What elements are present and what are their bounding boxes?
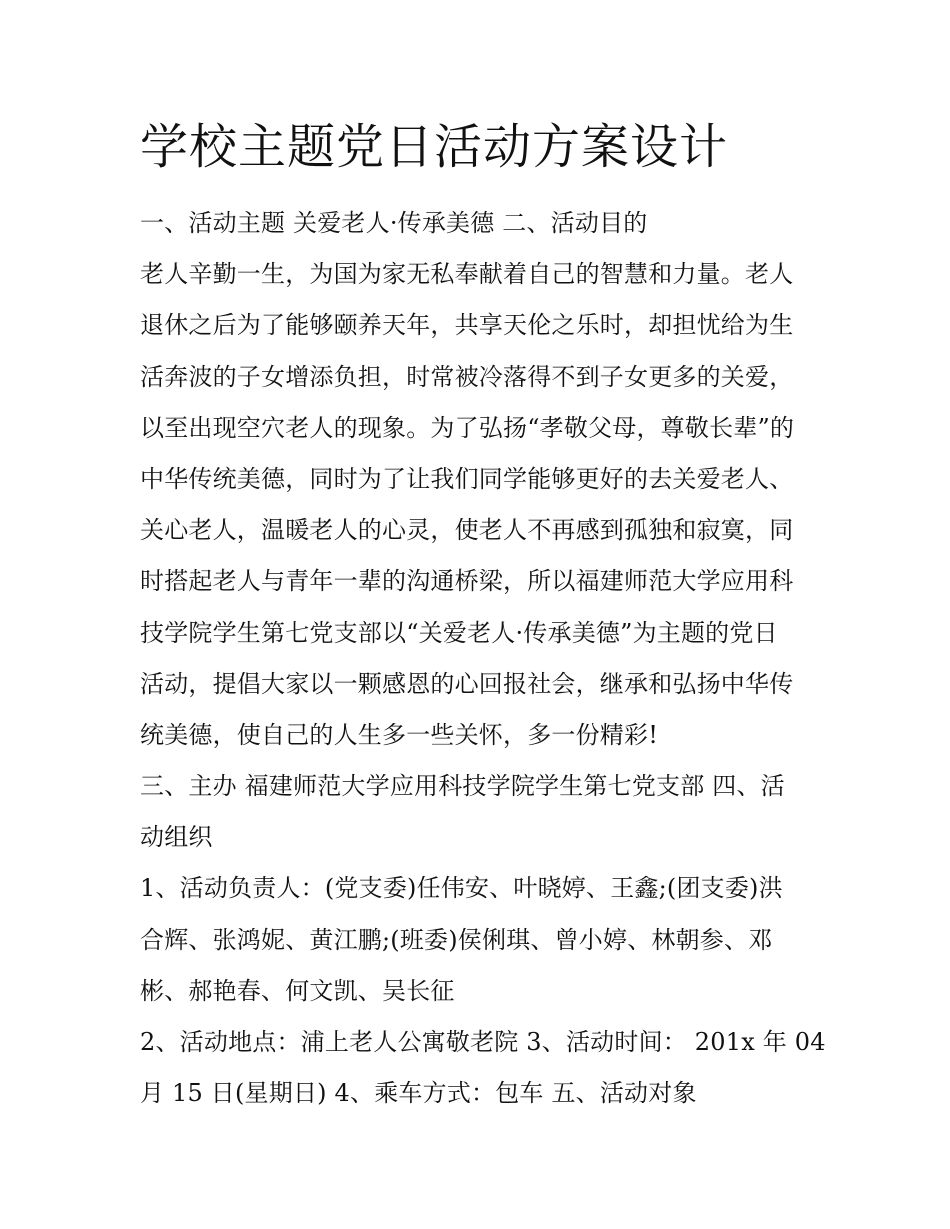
text-line: 一、活动主题 关爱老人·传承美德 二、活动目的	[140, 209, 648, 237]
text-line: 动组织	[140, 823, 213, 852]
text-line: 关心老人，温暖老人的心灵，使老人不再感到孤独和寂寞，同	[140, 516, 794, 545]
text-line: 统美德，使自己的人生多一些关怀，多一份精彩!	[140, 720, 659, 749]
text-line: 2、活动地点：浦上老人公寓敬老院 3、活动时间： 201x 年 04	[140, 1028, 826, 1056]
text-line: 活奔波的子女增添负担，时常被冷落得不到子女更多的关爱，	[140, 362, 794, 391]
text-line: 退休之后为了能够颐养天年，共享天伦之乐时，却担忧给为生	[140, 311, 794, 340]
text-line: 彬、郝艳春、何文凯、吴长征	[140, 976, 455, 1005]
text-line: 中华传统美德，同时为了让我们同学能够更好的去关爱老人、	[140, 464, 794, 493]
text-line: 时搭起老人与青年一辈的沟通桥梁，所以福建师范大学应用科	[140, 567, 794, 596]
text-line: 活动，提倡大家以一颗感恩的心回报社会，继承和弘扬中华传	[140, 669, 794, 698]
text-line: 1、活动负责人：(党支委)任伟安、叶晓婷、王鑫;(团支委)洪	[140, 874, 783, 903]
text-line: 老人辛勤一生，为国为家无私奉献着自己的智慧和力量。老人	[140, 260, 794, 289]
text-line: 三、主办 福建师范大学应用科技学院学生第七党支部 四、活	[140, 772, 785, 801]
text-line: 以至出现空穴老人的现象。为了弘扬“孝敬父母，尊敬长辈”的	[140, 413, 795, 442]
page-title: 学校主题党日活动方案设计	[140, 119, 729, 175]
text-line: 技学院学生第七党支部以“关爱老人·传承美德”为主题的党日	[140, 618, 778, 647]
text-line: 月 15 日(星期日) 4、乘车方式：包车 五、活动对象	[140, 1079, 697, 1108]
document-body	[140, 198, 826, 1119]
text-line: 合辉、张鸿妮、黄江鹏;(班委)侯俐琪、曾小婷、林朝参、邓	[140, 925, 773, 954]
